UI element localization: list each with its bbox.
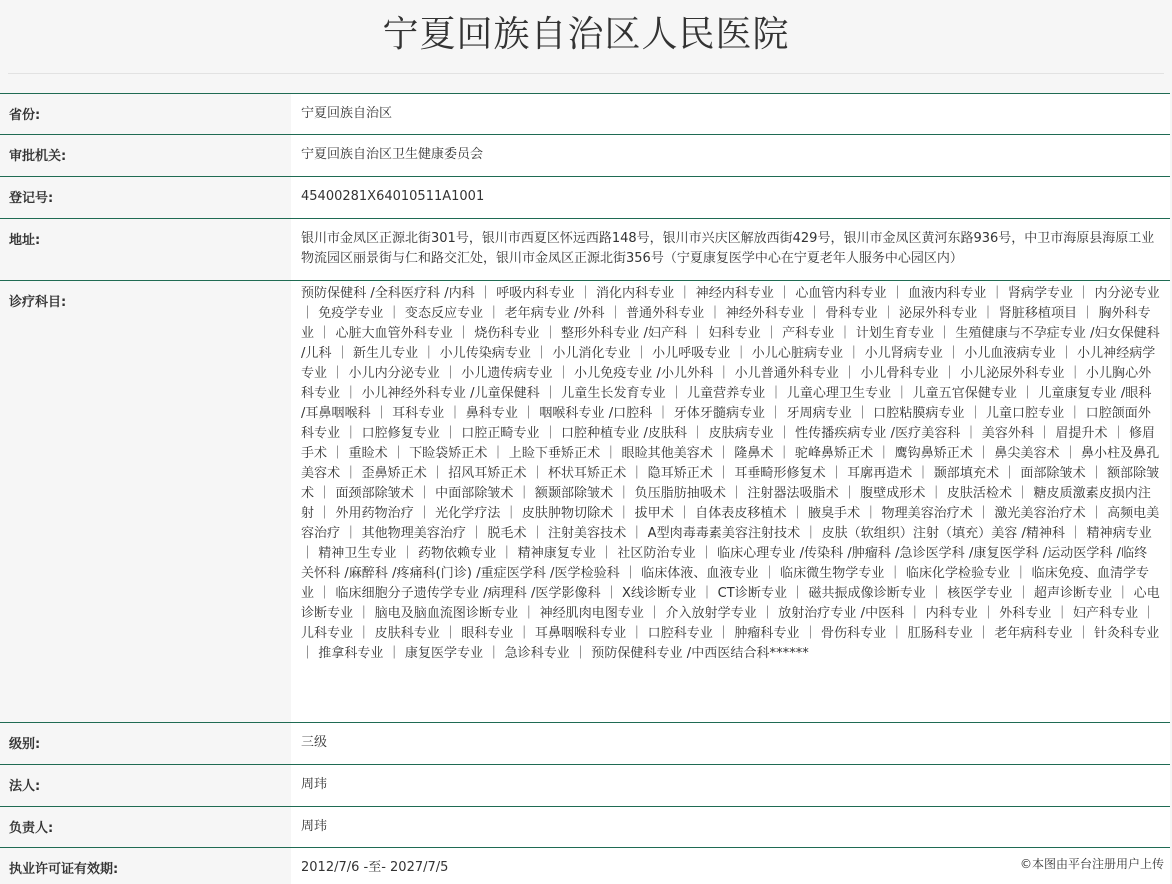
departments-value: 预防保健科 /全科医疗科 /内科 ｜ 呼吸内科专业 ｜ 消化内科专业 ｜ 神经内科专业 ｜ 心血管内科专业 ｜ 血液内科专业 ｜ 肾病学专业 ｜ 内分泌专业 ｜ 免疫学专业 ｜ 变态反应专业 ｜ 老年病专业 /外科 ｜ 普通外科专业 ｜ 神经外科专业 ｜ 骨科专业 ｜ 泌尿外科专业 ｜ 肾脏移植项目 ｜ 胸外科专业 ｜ 心脏大血管外科专业 ｜ 烧伤科专业 ｜ 整形外科专业 /妇产科 ｜ 妇科专业 ｜ 产科专业 ｜ 计划生育专业 ｜ 生殖健康与不孕症专业 /妇女保健科 /儿科 ｜ 新生儿专业 ｜ 小儿传染病专业 ｜ 小儿消化专业 ｜ 小儿呼吸专业 ｜ 小儿心脏病专业 ｜ 小儿肾病专业 ｜ 小儿血液病专业 ｜ 小儿神经病学专业 ｜ 小儿内分泌专业 ｜ 小儿遗传病专业 ｜ 小儿免疫专业 /小儿外科 ｜ 小儿普通外科专业 ｜ 小儿骨科专业 ｜ 小儿泌尿外科专业 ｜ 小儿胸心外科专业 ｜ 小儿神经外科专业 /儿童保健科 ｜ 儿童生长发育专业 ｜ 儿童营养专业 ｜ 儿童心理卫生专业 ｜ 儿童五官保健专业 ｜ 儿童康复专业 /眼科 /耳鼻咽喉科 ｜ 耳科专业 ｜ 鼻科专业 ｜ 咽喉科专业 /口腔科 ｜ 牙体牙髓病专业 ｜ 牙周病专业 ｜ 口腔粘膜病专业 ｜ 儿童口腔专业 ｜ 口腔颌面外科专业 ｜ 口腔修复专业 ｜ 口腔正畸专业 ｜ 口腔种植专业 /皮肤科 ｜ 皮肤病专业 ｜ 性传播疾病专业 /医疗美容科 ｜ 美容外科 ｜ 眉提升术 ｜ 修眉手术 ｜ 重睑术 ｜ 下睑袋矫正术 ｜ 上睑下垂矫正术 ｜ 眼睑其他美容术 ｜ 隆鼻术 ｜ 驼峰鼻矫正术 ｜ 鹰钩鼻矫正术 ｜ 鼻尖美容术 ｜ 鼻小柱及鼻孔美容术 ｜ 歪鼻矫正术 ｜ 招风耳矫正术 ｜ 杯状耳矫正术 ｜ 隐耳矫正术 ｜ 耳垂畸形修复术 ｜ 耳廓再造术 ｜ 颞部填充术 ｜ 面部除皱术 ｜ 额部除皱术 ｜ 面颈部除皱术 ｜ 中面部除皱术 ｜ 额颞部除皱术 ｜ 负压脂肪抽吸术 ｜ 注射器法吸脂术 ｜ 腹壁成形术 ｜ 皮肤活检术 ｜ 糖皮质激素皮损内注射 ｜ 外用药物治疗 ｜ 光化学疗法 ｜ 皮肤肿物切除术 ｜ 拔甲术 ｜ 自体表皮移植术 ｜ 腋臭手术 ｜ 物理美容治疗术 ｜ 激光美容治疗术 ｜ 高频电美容治疗 ｜ 其他物理美容治疗 ｜ 脱毛术 ｜ 注射美容技术 ｜ A型肉毒毒素美容注射技术 ｜ 皮肤（软组织）注射（填充）美容 /精神科 ｜ 精神病专业 ｜ 精神卫生专业 ｜ 药物依赖专业 ｜ 精神康复专业 ｜ 社区防治专业 ｜ 临床心理专业 /传染科 /肿瘤科 /急诊医学科 /康复医学科 /运动医学科 /临终关怀科 /麻醉科 /疼痛科(门诊) /重症医学科 /医学检验科 ｜ 临床体液、血液专业 ｜ 临床微生物学专业 ｜ 临床化学检验专业 ｜ 临床免疫、血清学专业 ｜ 临床细胞分子遗传学专业 /病理科 /医学影像科 ｜ X线诊断专业 ｜ CT诊断专业 ｜ 磁共振成像诊断专业 ｜ 核医学专业 ｜ 超声诊断专业 ｜ 心电诊断专业 ｜ 脑电及脑血流图诊断专业 ｜ 神经肌肉电图专业 ｜ 介入放射学专业 ｜ 放射治疗专业 /中医科 ｜ 内科专业 ｜ 外科专业 ｜ 妇产科专业 ｜ 儿科专业 ｜ 皮肤科专业 ｜ 眼科专业 ｜ 耳鼻咽喉科专业 ｜ 口腔科专业 ｜ 肿瘤科专业 ｜ 骨伤科专业 ｜ 肛肠科专业 ｜ 老年病科专业 ｜ 针灸科专业 ｜ 推拿科专业 ｜ 康复医学专业 ｜ 急诊科专业 ｜ 预防保健科专业 /中西医结合科****** (291, 281, 1170, 722)
principal-label: 负责人: (0, 807, 291, 847)
address-value: 银川市金凤区正源北街301号，银川市西夏区怀远西路148号，银川市兴庆区解放西街429号，银川市金凤区黄河东路936号，中卫市海原县海原工业物流园区丽景街与仁和路交汇处，银川市金凤区正源北街356号（宁夏康复医学中心在宁夏老年人服务中心园区内） (291, 219, 1170, 280)
province-value: 宁夏回族自治区 (291, 94, 1170, 134)
page-title: 宁夏回族自治区人民医院 (382, 14, 790, 55)
grade-row (0, 723, 1170, 765)
registration-value: 45400281X64010511A1001 (291, 177, 1170, 218)
registration-label: 登记号: (0, 177, 291, 218)
authority-row (0, 135, 1170, 177)
legal-person-value: 周玮 (291, 765, 1170, 806)
grade-label: 级别: (0, 723, 291, 764)
license-validity-row (0, 848, 1170, 884)
copyright-notice: ©本图由平台注册用户上传 (1020, 857, 1165, 871)
hospital-info-table (0, 93, 1170, 884)
principal-value: 周玮 (291, 807, 1170, 847)
province-row (0, 94, 1170, 135)
legal-person-label: 法人: (0, 765, 291, 806)
legal-person-row (0, 765, 1170, 807)
registration-row (0, 177, 1170, 219)
address-row (0, 219, 1170, 281)
province-label: 省份: (0, 94, 291, 134)
license-validity-value: 2012/7/6 -至- 2027/7/5 (291, 848, 1170, 884)
license-validity-label: 执业许可证有效期: (0, 848, 291, 884)
authority-label: 审批机关: (0, 135, 291, 176)
principal-row (0, 807, 1170, 848)
address-label: 地址: (0, 219, 291, 280)
page-header (8, 0, 1164, 74)
departments-row (0, 281, 1170, 723)
departments-label: 诊疗科目: (0, 281, 291, 722)
authority-value: 宁夏回族自治区卫生健康委员会 (291, 135, 1170, 176)
grade-value: 三级 (291, 723, 1170, 764)
